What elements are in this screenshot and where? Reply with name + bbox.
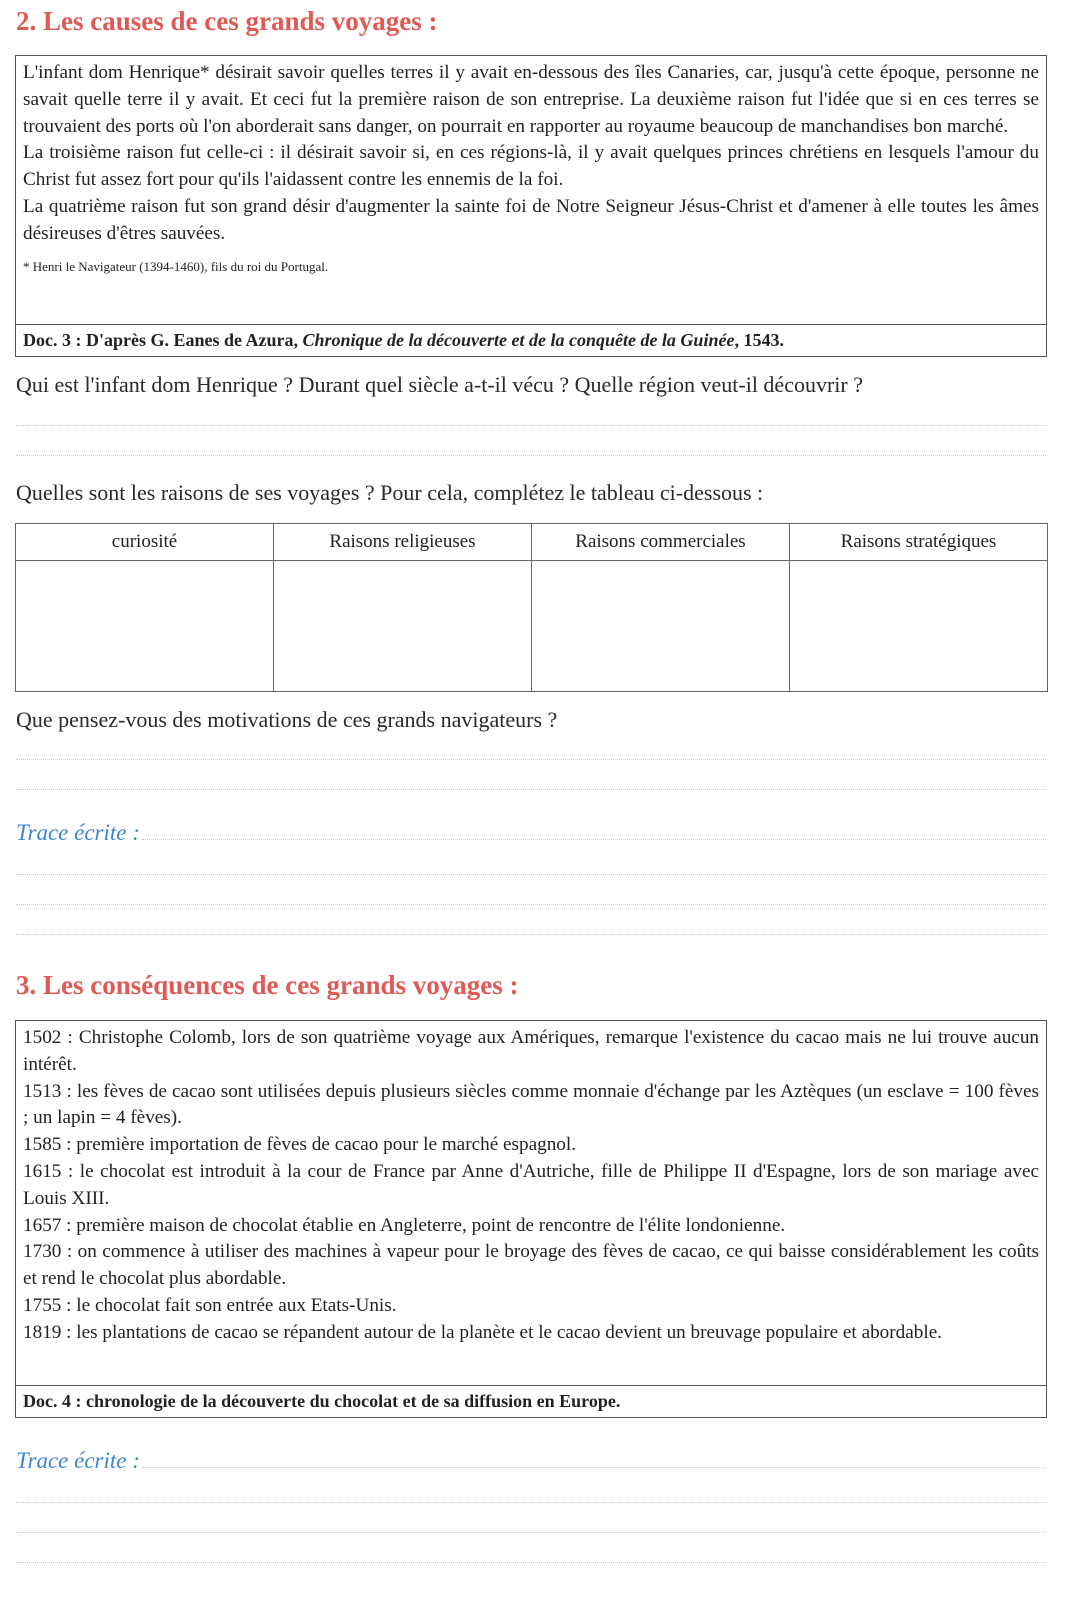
question-henrique: Qui est l'infant dom Henrique ? Durant quel siècle a-t-il vécu ? Quelle région veut-il découvrir ?	[16, 372, 863, 397]
doc-3-text	[16, 56, 1046, 278]
table-header-strategiques: Raisons stratégiques	[790, 524, 1048, 561]
doc-4-entry: 1819 : les plantations de cacao se répandent autour de la planète et le cacao devient un breuvage populaire et abordable.	[23, 1321, 943, 1343]
doc-4-entry: 1755 : le chocolat fait son entrée aux Etats-Unis.	[23, 1294, 397, 1316]
doc-4-entry: 1585 : première importation de fèves de cacao pour le marché espagnol.	[23, 1134, 577, 1156]
trace-ecrite-3[interactable]	[16, 1448, 1046, 1474]
answer-line[interactable]	[16, 1532, 1046, 1533]
table-cell-curiosite[interactable]	[16, 561, 274, 692]
answer-line[interactable]	[16, 789, 1046, 790]
table-cell-commerciales[interactable]	[532, 561, 790, 692]
question-raisons: Quelles sont les raisons de ses voyages ? Pour cela, complétez le tableau ci-dessous :	[16, 480, 764, 505]
doc-4-entry: 1730 : on commence à utiliser des machines à vapeur pour le broyage des fèves de cacao, ce qui baisse considérablement les coûts et rend le chocolat plus abordable.	[23, 1241, 1039, 1290]
answer-line[interactable]	[16, 759, 1046, 760]
doc-4-entry: 1502 : Christophe Colomb, lors de son quatrième voyage aux Amériques, remarque l'existence du cacao mais ne lui trouve aucun intérêt.	[23, 1027, 1039, 1075]
doc-3-footnote: * Henri le Navigateur (1394-1460), fils du roi du Portugal.	[23, 258, 329, 274]
doc-3-caption	[16, 324, 1046, 356]
trace-ecrite-2[interactable]	[16, 820, 1046, 846]
doc-4-entry: 1657 : première maison de chocolat établie en Angleterre, point de rencontre de l'élite londonienne.	[23, 1214, 786, 1236]
answer-line[interactable]	[142, 1467, 1046, 1468]
doc-3-box	[15, 55, 1047, 357]
table-cell-strategiques[interactable]	[790, 561, 1048, 692]
doc-3-caption-title: Chronique de la découverte et de la conquête de la Guinée	[302, 330, 735, 350]
doc-3-paragraph: La quatrième raison fut son grand désir d'augmenter la sainte foi de Notre Seigneur Jésus-Christ et d'amener à elle toutes les âmes désireuses d'êtres sauvées.	[23, 195, 1039, 244]
doc-3-paragraph: L'infant dom Henrique* désirait savoir quelles terres il y avait en-dessous des îles Canaries, car, jusqu'à cette époque, personne ne savait quelle terre il y avait. Et ceci fut la première raison de son entreprise. La deuxième raison fut l'idée que si en ces terres se trouvaient des ports où l'on aborderait sans danger, on pourrait en rapporter au royaume beaucoup de manchandises bon marché.	[23, 62, 1039, 137]
raisons-table	[15, 523, 1048, 692]
doc-3-caption-suffix: , 1543.	[734, 330, 784, 350]
doc-3-paragraph: La troisième raison fut celle-ci : il désirait savoir si, en ces régions-là, il y avait quelques princes chrétiens en lesquels l'amour du Christ fut assez fort pour qu'ils l'aidassent contre les ennemis de la foi.	[23, 142, 1039, 191]
doc-4-entry: 1615 : le chocolat est introduit à la cour de France par Anne d'Autriche, fille de Philippe II d'Espagne, lors de son mariage avec Louis XIII.	[23, 1160, 1039, 1209]
answer-line[interactable]	[16, 904, 1046, 905]
answer-line[interactable]	[142, 839, 1046, 840]
section-3-title: 3. Les conséquences de ces grands voyages :	[16, 970, 519, 1000]
doc-3-caption-prefix: Doc. 3 : D'après G. Eanes de Azura,	[23, 330, 303, 350]
doc-4-text	[16, 1021, 1046, 1349]
trace-ecrite-label: Trace écrite :	[16, 820, 140, 845]
answer-line[interactable]	[16, 934, 1046, 935]
table-header-curiosite: curiosité	[16, 524, 274, 561]
answer-line[interactable]	[16, 1562, 1046, 1563]
answer-line[interactable]	[16, 425, 1046, 426]
doc-4-box	[15, 1020, 1047, 1418]
doc-4-caption: Doc. 4 : chronologie de la découverte du chocolat et de sa diffusion en Europe.	[16, 1385, 1046, 1417]
table-header-religieuses: Raisons religieuses	[274, 524, 532, 561]
answer-line[interactable]	[16, 1502, 1046, 1503]
answer-line[interactable]	[16, 455, 1046, 456]
table-cell-religieuses[interactable]	[274, 561, 532, 692]
trace-ecrite-label: Trace écrite :	[16, 1448, 140, 1473]
section-2-title: 2. Les causes de ces grands voyages :	[16, 6, 438, 36]
answer-line[interactable]	[16, 874, 1046, 875]
doc-4-entry: 1513 : les fèves de cacao sont utilisées depuis plusieurs siècles comme monnaie d'échange par les Aztèques (un esclave = 100 fèves ; un lapin = 4 fèves).	[23, 1080, 1039, 1129]
question-motivations: Que pensez-vous des motivations de ces grands navigateurs ?	[16, 707, 558, 732]
table-header-commerciales: Raisons commerciales	[532, 524, 790, 561]
